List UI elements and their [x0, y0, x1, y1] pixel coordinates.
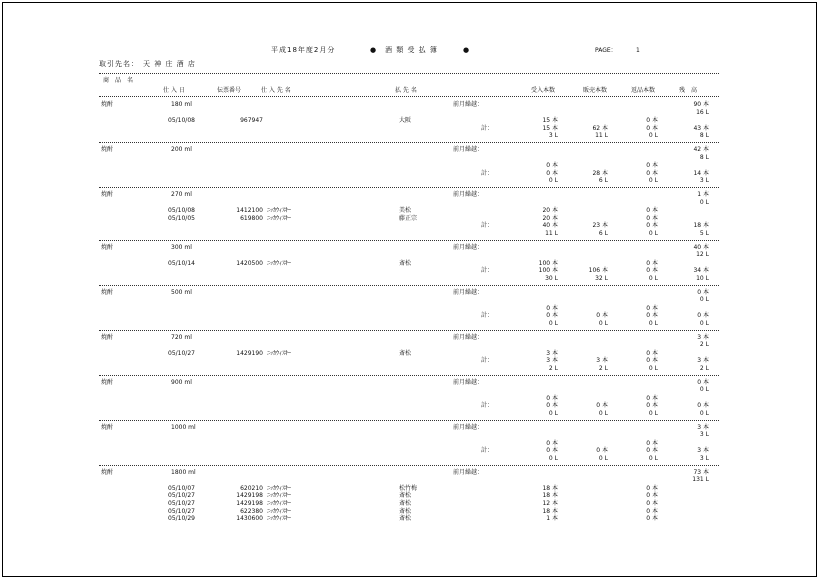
prev-balance-vol: 0 L [699, 296, 709, 304]
total-vol-sold: 11 L [595, 132, 608, 140]
total-received: 100 本 [538, 267, 558, 275]
total-vol-balance: 10 L [696, 275, 709, 282]
total-balance: 43 本 [693, 124, 709, 132]
entry-supplier: ﾆｯｶｳｨｽｷｰ [267, 492, 292, 500]
entry-returned: 0 本 [646, 117, 658, 125]
total-vol-balance: 0 L [699, 410, 709, 417]
prev-balance-label: 前月繰越： [453, 288, 484, 296]
section-size: 200 ml [171, 146, 192, 153]
prev-balance-vol: 0 L [699, 386, 709, 394]
section-divider [99, 285, 719, 286]
total-vol-returned: 0 L [648, 132, 658, 140]
report-title: 酒 類 受 払 簿 [385, 46, 438, 54]
total-received: 0 本 [546, 169, 558, 177]
total-vol-returned: 0 L [648, 177, 658, 185]
section-product-name: 焼酎 [101, 468, 114, 476]
entry-slip-no: 1420500 [236, 259, 263, 267]
section-size: 270 ml [171, 191, 192, 198]
total-vol-balance: 3 L [699, 455, 709, 462]
section-size: 900 ml [171, 378, 192, 386]
prev-balance-vol: 12 L [696, 251, 709, 259]
pre-total-returned: 0 本 [646, 394, 658, 402]
total-vol-balance: 2 L [699, 365, 709, 372]
entry-slip-no: 1412100 [236, 207, 263, 215]
section-product-name: 焼酎 [101, 378, 114, 386]
prev-balance-qty: 0 本 [697, 378, 709, 386]
entry-supplier: ﾆｯｶｳｨｽｷｰ [267, 484, 292, 492]
section-divider [99, 465, 719, 466]
total-vol-sold: 2 L [598, 365, 608, 372]
section-size: 1800 ml [171, 468, 196, 476]
prev-balance-vol: 131 L [692, 476, 709, 484]
pre-total-received: 0 本 [546, 439, 558, 447]
total-vol-sold: 0 L [598, 410, 608, 417]
entry-date: 05/10/27 [168, 507, 195, 515]
total-returned: 0 本 [646, 402, 658, 410]
col-balance: 残 高 [679, 87, 698, 94]
total-vol-returned: 0 L [648, 320, 658, 327]
page-label: PAGE： [595, 47, 617, 54]
entry-supplier: ﾆｯｶｳｨｽｷｰ [267, 349, 292, 357]
pre-total-received: 0 本 [546, 304, 558, 312]
prev-balance-qty: 90 本 [693, 101, 709, 108]
section-product-name: 焼酎 [101, 146, 114, 153]
prev-balance-vol: 0 L [699, 198, 709, 206]
entry-returned: 0 本 [646, 349, 658, 357]
column-header-divider [99, 96, 719, 97]
entry-supplier: ﾆｯｶｳｨｽｷｰ [267, 515, 292, 523]
total-balance: 0 本 [697, 402, 709, 410]
entry-received: 18 本 [542, 492, 558, 500]
prev-balance-label: 前月繰越： [453, 191, 484, 198]
prev-balance-vol: 16 L [696, 108, 709, 116]
prev-balance-qty: 73 本 [693, 468, 709, 476]
prev-balance-qty: 3 本 [697, 333, 709, 341]
entry-date: 05/10/27 [168, 349, 195, 357]
total-received: 3 本 [546, 357, 558, 365]
entry-buyer: 松竹梅 [399, 484, 418, 492]
prev-balance-label: 前月繰越： [453, 468, 484, 476]
col-returned: 返品本数 [631, 87, 656, 94]
total-vol-received: 11 L [545, 230, 558, 237]
prev-balance-qty: 3 本 [697, 423, 709, 431]
entry-slip-no: 620210 [240, 484, 263, 492]
entry-received: 20 本 [542, 207, 558, 215]
col-received: 受入本数 [531, 87, 556, 94]
entry-supplier: ﾆｯｶｳｨｽｷｰ [267, 507, 292, 515]
entry-buyer: 斎松 [399, 500, 412, 507]
total-received: 0 本 [546, 312, 558, 320]
total-label: 計： [481, 447, 494, 455]
section-product-name: 焼酎 [101, 191, 114, 198]
total-vol-received: 0 L [548, 455, 558, 462]
total-label: 計： [481, 267, 494, 275]
total-vol-returned: 0 L [648, 455, 658, 462]
entry-buyer: 斎松 [399, 507, 412, 515]
entry-returned: 0 本 [646, 207, 658, 215]
entry-slip-no: 622380 [240, 507, 263, 515]
entry-buyer: 斎松 [399, 259, 412, 267]
total-sold: 62 本 [592, 124, 608, 132]
total-label: 計： [481, 169, 494, 177]
section-product-name: 焼酎 [101, 288, 114, 296]
col-purchase-date: 仕 入 日 [163, 87, 185, 94]
section-product-name: 焼酎 [101, 423, 114, 431]
title-bullet-left: ● [370, 46, 378, 54]
total-vol-sold: 6 L [598, 177, 608, 185]
entry-returned: 0 本 [646, 515, 658, 523]
section-size: 1000 ml [171, 423, 196, 431]
total-vol-received: 0 L [548, 410, 558, 417]
title-bullet-right: ● [463, 46, 471, 54]
entry-supplier: ﾆｯｶｳｨｽｷｰ [267, 214, 292, 222]
prev-balance-qty: 0 本 [697, 288, 709, 296]
total-balance: 3 本 [697, 357, 709, 365]
total-returned: 0 本 [646, 169, 658, 177]
prev-balance-qty: 40 本 [693, 243, 709, 251]
entry-slip-no: 1429190 [236, 349, 263, 357]
prev-balance-qty: 42 本 [693, 146, 709, 153]
entry-date: 05/10/29 [168, 515, 195, 523]
total-vol-sold: 0 L [598, 455, 608, 462]
entry-supplier: ﾆｯｶｳｨｽｷｰ [267, 500, 292, 507]
section-divider [99, 420, 719, 421]
section-product-name: 焼酎 [101, 101, 114, 108]
entry-buyer: 大阪 [399, 117, 412, 125]
total-sold: 23 本 [592, 222, 608, 230]
entry-received: 1 本 [546, 515, 558, 523]
total-label: 計： [481, 402, 494, 410]
entry-buyer: 斎松 [399, 349, 412, 357]
total-returned: 0 本 [646, 267, 658, 275]
entry-received: 18 本 [542, 484, 558, 492]
total-returned: 0 本 [646, 357, 658, 365]
entry-date: 05/10/27 [168, 492, 195, 500]
total-vol-sold: 0 L [598, 320, 608, 327]
entry-date: 05/10/05 [168, 214, 195, 222]
section-divider [99, 240, 719, 241]
entry-date: 05/10/07 [168, 484, 195, 492]
total-sold: 106 本 [588, 267, 608, 275]
total-received: 0 本 [546, 447, 558, 455]
pre-total-received: 0 本 [546, 162, 558, 170]
total-vol-returned: 0 L [648, 365, 658, 372]
entry-date: 05/10/14 [168, 259, 195, 267]
col-buyer: 払 先 名 [395, 87, 417, 94]
col-slip-no: 伝票番号 [217, 87, 242, 94]
entry-date: 05/10/08 [168, 207, 195, 215]
total-label: 計： [481, 124, 494, 132]
total-sold: 3 本 [596, 357, 608, 365]
prev-balance-vol: 8 L [699, 153, 709, 161]
total-vol-received: 30 L [545, 275, 558, 282]
pre-total-received: 0 本 [546, 394, 558, 402]
total-returned: 0 本 [646, 447, 658, 455]
total-vol-balance: 5 L [699, 230, 709, 237]
entry-returned: 0 本 [646, 484, 658, 492]
customer-name: 天 神 庄 酒 店 [143, 60, 196, 68]
section-divider [99, 330, 719, 331]
total-sold: 0 本 [596, 312, 608, 320]
entry-slip-no: 1429198 [236, 492, 263, 500]
section-divider [99, 187, 719, 188]
entry-received: 100 本 [538, 259, 558, 267]
pre-total-returned: 0 本 [646, 304, 658, 312]
total-sold: 0 本 [596, 447, 608, 455]
total-label: 計： [481, 357, 494, 365]
entry-supplier: ﾆｯｶｳｨｽｷｰ [267, 207, 292, 215]
total-received: 15 本 [542, 124, 558, 132]
entry-received: 3 本 [546, 349, 558, 357]
total-balance: 14 本 [693, 169, 709, 177]
entry-date: 05/10/27 [168, 500, 195, 507]
prev-balance-label: 前月繰越： [453, 146, 484, 153]
total-balance: 34 本 [693, 267, 709, 275]
total-vol-returned: 0 L [648, 230, 658, 237]
total-vol-received: 0 L [548, 177, 558, 185]
entry-received: 12 本 [542, 500, 558, 507]
section-size: 300 ml [171, 243, 192, 251]
customer-label: 取引先名： [99, 60, 139, 68]
prev-balance-label: 前月繰越： [453, 423, 484, 431]
entry-returned: 0 本 [646, 507, 658, 515]
entry-buyer: 斎松 [399, 492, 412, 500]
prev-balance-vol: 2 L [699, 341, 709, 349]
page-number: 1 [636, 47, 640, 54]
prev-balance-label: 前月繰越： [453, 243, 484, 251]
section-divider [99, 142, 719, 143]
total-balance: 18 本 [693, 222, 709, 230]
report-period: 平成18年度2月分 [271, 46, 336, 54]
entry-slip-no: 619800 [240, 214, 263, 222]
prev-balance-vol: 3 L [699, 431, 709, 439]
entry-date: 05/10/08 [168, 117, 195, 125]
report-page [2, 2, 817, 577]
total-label: 計： [481, 312, 494, 320]
prev-balance-label: 前月繰越： [453, 101, 484, 108]
entry-returned: 0 本 [646, 214, 658, 222]
total-received: 0 本 [546, 402, 558, 410]
total-vol-received: 0 L [548, 320, 558, 327]
prev-balance-label: 前月繰越： [453, 333, 484, 341]
entry-buyer: 美松 [399, 207, 412, 215]
total-vol-sold: 6 L [598, 230, 608, 237]
total-vol-sold: 32 L [595, 275, 608, 282]
col-supplier: 仕 入 先 名 [261, 87, 291, 94]
section-product-name: 焼酎 [101, 243, 114, 251]
total-returned: 0 本 [646, 124, 658, 132]
entry-received: 15 本 [542, 117, 558, 125]
total-balance: 3 本 [697, 447, 709, 455]
total-vol-returned: 0 L [648, 410, 658, 417]
entry-slip-no: 1430600 [236, 515, 263, 523]
section-size: 720 ml [171, 333, 192, 341]
total-vol-returned: 0 L [648, 275, 658, 282]
total-vol-balance: 0 L [699, 320, 709, 327]
entry-returned: 0 本 [646, 500, 658, 507]
entry-returned: 0 本 [646, 492, 658, 500]
col-product: 商 品 名 [103, 77, 134, 84]
total-returned: 0 本 [646, 312, 658, 320]
pre-total-returned: 0 本 [646, 162, 658, 170]
entry-buyer: 藤正宗 [399, 214, 418, 222]
total-balance: 0 本 [697, 312, 709, 320]
entry-buyer: 斎松 [399, 515, 412, 523]
total-sold: 0 本 [596, 402, 608, 410]
entry-supplier: ﾆｯｶｳｨｽｷｰ [267, 259, 292, 267]
pre-total-returned: 0 本 [646, 439, 658, 447]
total-sold: 28 本 [592, 169, 608, 177]
section-size: 180 ml [171, 101, 192, 108]
entry-received: 20 本 [542, 214, 558, 222]
entry-returned: 0 本 [646, 259, 658, 267]
total-vol-received: 3 L [548, 132, 558, 140]
section-size: 500 ml [171, 288, 192, 296]
total-returned: 0 本 [646, 222, 658, 230]
header-divider [99, 73, 719, 74]
total-label: 計： [481, 222, 494, 230]
section-divider [99, 375, 719, 376]
col-sold: 販売本数 [583, 87, 608, 94]
prev-balance-label: 前月繰越： [453, 378, 484, 386]
entry-received: 18 本 [542, 507, 558, 515]
prev-balance-qty: 1 本 [697, 191, 709, 198]
total-vol-received: 2 L [548, 365, 558, 372]
total-vol-balance: 8 L [699, 132, 709, 140]
total-received: 40 本 [542, 222, 558, 230]
total-vol-balance: 3 L [699, 177, 709, 185]
entry-slip-no: 967947 [240, 117, 263, 125]
section-product-name: 焼酎 [101, 333, 114, 341]
entry-slip-no: 1429198 [236, 500, 263, 507]
